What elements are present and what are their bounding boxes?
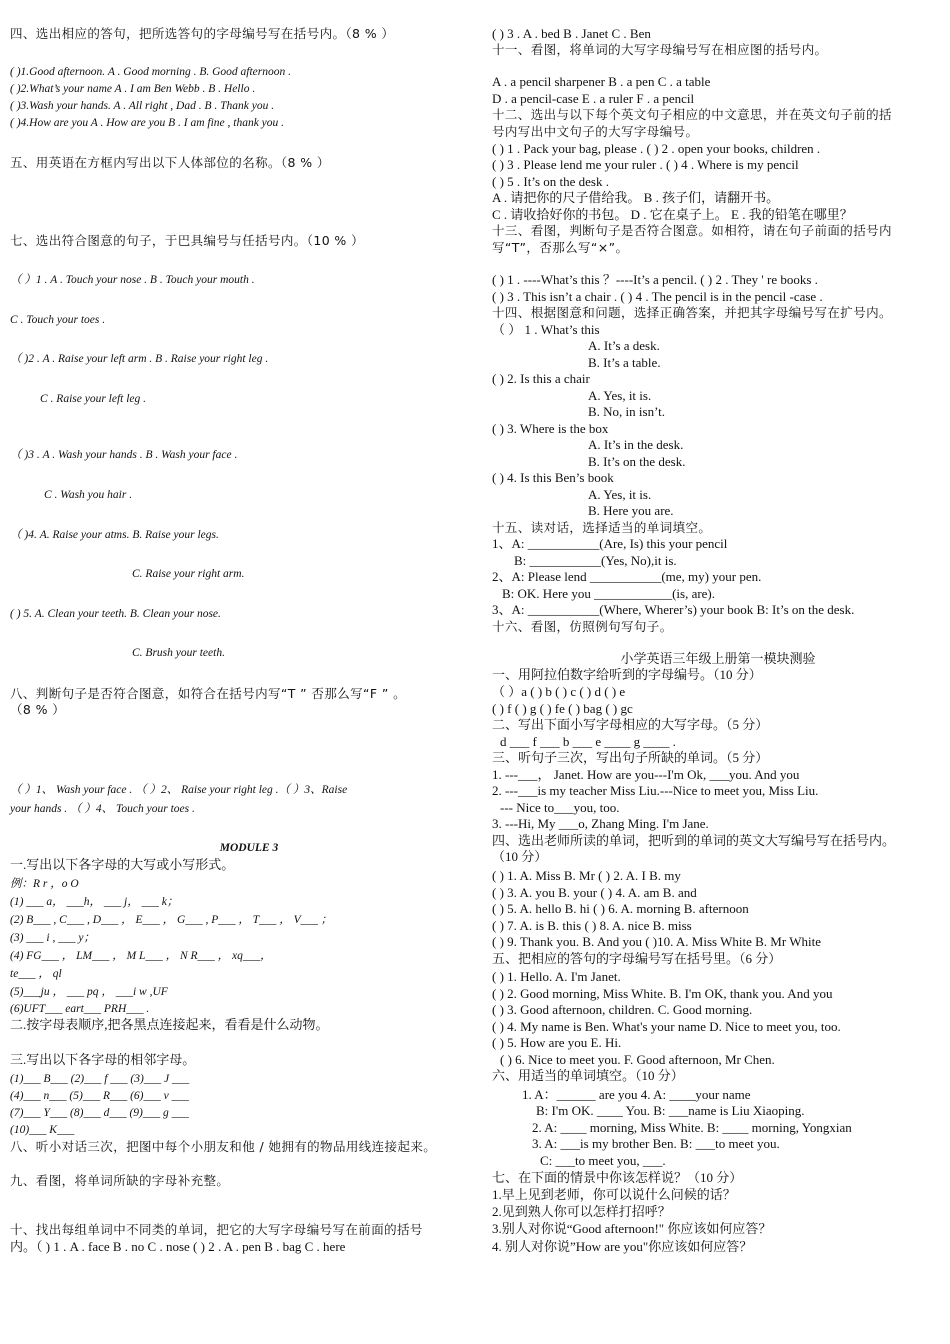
right-line: B. It’s a table. [588, 355, 661, 370]
right-line: B. No, in isn’t. [588, 404, 666, 419]
right-line: 1、A: ___________(Are, Is) this your pencil [492, 536, 728, 551]
right-line: ( ) 6. Nice to meet you. F. Good afternoon, Mr Chen. [500, 1052, 775, 1067]
right-line: --- Nice to___you, too. [500, 800, 620, 815]
left-line: ( )2.What’s your name A . I am Ben Webb . B . Hello . [10, 83, 256, 95]
right-line: d ___ f ___ b ___ e ____ g ____ . [500, 734, 676, 749]
right-line: ( ) f ( ) g ( ) fe ( ) bag ( ) gc [492, 701, 633, 716]
left-line: C . Raise your left leg . [40, 393, 147, 405]
right-line: ( ) 1 . ----What’s this ？----It’s a pencil. ( ) 2 . They ' re books . [492, 272, 818, 287]
right-line: 3. A: ___is my brother Ben. B: ___to meet you. [532, 1136, 780, 1151]
right-line: 三、听句子三次，写出句子所缺的单词。（5 分） [492, 750, 769, 765]
right-line: ( ) 3. Where is the box [492, 421, 609, 436]
left-line: 一.写出以下各字母的大写或小写形式。 [10, 857, 235, 872]
left-line: (2) B___ , C___ , D___ ， E___ ， G___ , P___ ， T___ ， V___ ； [10, 914, 333, 926]
left-line: C. Brush your teeth. [132, 647, 225, 659]
left-line: ( ) 5. A. Clean your teeth. B. Clean your nose. [10, 608, 221, 620]
right-line: 写“T”，否那么写“×”。 [492, 240, 629, 255]
left-line: (3) ___ i , ___ y； [10, 932, 95, 944]
left-line: (1)___ B___ (2)___ f ___ (3)___ J ___ [10, 1073, 190, 1085]
right-line: 四、选出老师所读的单词，把听到的单词的英文大写编号写在括号内。 [492, 833, 896, 848]
right-line: 3.别人对你说“Good afternoon!" 你应该如何应答？ [492, 1221, 772, 1236]
right-line: 2. ---___is my teacher Miss Liu.---Nice to meet you, Miss Liu. [492, 783, 819, 798]
left-line: 十、找出每组单词中不同类的单词，把它的大写字母编号写在前面的括号 [10, 1222, 423, 1237]
right-line: ( ) 9. Thank you. B. And you ( )10. A. Miss White B. Mr White [492, 934, 821, 949]
right-line: D . a pencil-case E . a ruler F . a pencil [492, 91, 695, 106]
right-line: 小学英语三年级上册第一模块测验 [620, 651, 816, 666]
left-line: 例：R r ，o O [10, 878, 79, 890]
left-line: (7)___ Y___ (8)___ d___ (9)___ g ___ [10, 1107, 189, 1119]
left-line: (6)UFT___ eart___ PRH___ . [10, 1003, 150, 1015]
right-line: ( ) 2. Good morning, Miss White. B. I'm OK, thank you. And you [492, 986, 833, 1001]
right-line: 号内写出中文句子的大写字母编号。 [492, 124, 699, 139]
right-line: B: ___________(Yes, No),it is. [514, 553, 677, 568]
left-line: ( )1.Good afternoon. A . Good morning . B. Good afternoon . [10, 66, 291, 78]
right-line: 十五、读对话，选择适当的单词填空。 [492, 520, 712, 535]
right-line: 4. 别人对你说”How are you"你应该如何应答？ [492, 1239, 753, 1254]
right-line: ( ) 3 . A . bed B . Janet C . Ben [492, 26, 651, 41]
right-line: 1. A：______ are you 4. A: ____your name [522, 1087, 751, 1102]
left-line: (4) FG___ ， LM___ ， M L___ ， N R___ ， xq___， [10, 950, 272, 962]
right-line: C . 请收拾好你的书包。 D . 它在桌子上。 E . 我的铅笔在哪里？ [492, 207, 853, 222]
left-line: （ )2 . A . Raise your left arm . B . Raise your right leg . [10, 353, 269, 365]
left-line: 三.写出以下各字母的相邻字母。 [10, 1052, 196, 1067]
right-line: B: OK. Here you ____________(is, are). [502, 586, 716, 601]
right-line: ( ) 3. A. you B. your ( ) 4. A. am B. and [492, 885, 697, 900]
right-line: 十二、选出与以下每个英文句子相应的中文意思，并在英文句子前的括 [492, 107, 892, 122]
left-line: 七、选出符合图意的句子，于巴具编号与任括号内。（10 % ） [10, 233, 364, 248]
right-line: 十六、看图，仿照例句写句子。 [492, 619, 673, 634]
left-line: (10)___ K___ [10, 1124, 75, 1136]
right-line: ( ) 4. My name is Ben. What's your name D. Nice to meet you, too. [492, 1019, 841, 1034]
right-line: ( ) 5. A. hello B. hi ( ) 6. A. morning B. afternoon [492, 901, 749, 916]
left-line: 九、看图，将单词所缺的字母补充整。 [10, 1173, 230, 1188]
right-line: A. Yes, it is. [588, 487, 652, 502]
left-line: ( )3.Wash your hands. A . All right , Dad . B . Thank you . [10, 100, 275, 112]
right-line: 六、用适当的单词填空。（10 分） [492, 1068, 684, 1083]
left-line: (1) ___ a， ___h， ___ j， ___ k； [10, 896, 179, 908]
left-line: 五、用英语在方框内写出以下人体部位的名称。（8 % ） [10, 155, 330, 170]
left-line: （ ）1、 Wash your face . （ ）2、 Raise your right leg .（ ）3、Raise [10, 784, 348, 796]
left-line: （ )4. A. Raise your atms. B. Raise your legs. [10, 529, 219, 541]
right-line: 二、写出下面小写字母相应的大写字母。（5 分） [492, 717, 769, 732]
right-line: 3. ---Hi, My ___o, Zhang Ming. I'm Jane. [492, 816, 709, 831]
right-line: ( ) 1. Hello. A. I'm Janet. [492, 969, 621, 984]
right-line: 十三、看图，判断句子是否符合图意。如相符，请在句子前面的括号内 [492, 223, 892, 238]
left-line: （8 % ） [10, 702, 66, 717]
right-line: ( ) 7. A. is B. this ( ) 8. A. nice B. miss [492, 918, 692, 933]
left-line: 八、听小对话三次，把图中每个小朋友和他 / 她拥有的物品用线连接起来。 [10, 1139, 437, 1154]
right-line: ( ) 1. A. Miss B. Mr ( ) 2. A. I B. my [492, 868, 681, 883]
right-line: ( ) 1 . Pack your bag, please . ( ) 2 . open your books, children . [492, 141, 821, 156]
left-line: C . Touch your toes . [10, 314, 106, 326]
left-line: te___ ， ql [10, 968, 62, 980]
right-line: 1.早上见到老师，你可以说什么问候的话？ [492, 1187, 736, 1202]
right-line: 十四、根据图意和问题，选择正确答案，并把其字母编号写在扩号内。 [492, 305, 892, 320]
right-line: B. Here you are. [588, 503, 674, 518]
left-line: C . Wash you hair . [44, 489, 133, 501]
right-line: ( ) 3 . Please lend me your ruler . ( ) 4 . Where is my pencil [492, 157, 799, 172]
right-line: 1. ---___， Janet. How are you---I'm Ok, ___you. And you [492, 767, 800, 782]
right-line: ( ) 3 . This isn’t a chair . ( ) 4 . The pencil is in the pencil -case . [492, 289, 823, 304]
right-line: A . a pencil sharpener B . a pen C . a table [492, 74, 711, 89]
left-line: (4)___ n___ (5)___ R___ (6)___ v ___ [10, 1090, 189, 1102]
right-line: 3、A: ___________(Where, Wherer’s) your book B: It’s on the desk. [492, 602, 855, 617]
right-line: （ ） 1 . What’s this [492, 322, 600, 337]
right-line: 2.见到熟人你可以怎样打招呼？ [492, 1204, 671, 1219]
right-line: ( ) 4. Is this Ben’s book [492, 470, 614, 485]
right-line: A. Yes, it is. [588, 388, 652, 403]
right-line: （10 分） [492, 849, 548, 864]
right-line: B. It’s on the desk. [588, 454, 686, 469]
right-line: A . 请把你的尺子借给我。 B . 孩子们，请翻开书。 [492, 190, 780, 205]
right-line: ( ) 5 . It’s on the desk . [492, 174, 609, 189]
right-line: ( ) 2. Is this a chair [492, 371, 590, 386]
left-line: C. Raise your right arm. [132, 568, 245, 580]
right-line: 2、A: Please lend ___________(me, my) your pen. [492, 569, 762, 584]
left-line: 八、判断句子是否符合图意，如符合在括号内写“T ” 否那么写“F ” 。 [10, 686, 407, 701]
right-line: C: ___to meet you, ___. [540, 1153, 666, 1168]
left-line: (5)___ju ， ___ pq ， ___i w ,UF [10, 986, 168, 998]
right-line: ( ) 3. Good afternoon, children. C. Good morning. [492, 1002, 753, 1017]
right-line: ( ) 5. How are you E. Hi. [492, 1035, 622, 1050]
left-line: 内。（ ) 1 . A . face B . no C . nose ( ) 2 . A . pen B . bag C . here [10, 1239, 346, 1254]
left-line: MODULE 3 [219, 842, 279, 854]
right-line: B: I'm OK. ____ You. B: ___name is Liu Xiaoping. [536, 1103, 805, 1118]
left-line: 二.按字母表顺序,把各黑点连接起来，看看是什么动物。 [10, 1017, 329, 1032]
right-line: A. It’s in the desk. [588, 437, 684, 452]
right-line: 2. A: ____ morning, Miss White. B: ____ morning, Yongxian [532, 1120, 852, 1135]
left-line: 四、选出相应的答句，把所选答句的字母编号写在括号内。（8 % ） [10, 26, 395, 41]
right-line: 五、把相应的答句的字母编号写在括号里。（6 分） [492, 951, 782, 966]
right-line: （ ）a ( ) b ( ) c ( ) d ( ) e [492, 684, 626, 699]
left-line: （ ）1 . A . Touch your nose . B . Touch your mouth . [10, 274, 255, 286]
right-line: 十一、看图，将单词的大写字母编号写在相应图的括号内。 [492, 42, 828, 57]
left-line: ( )4.How are you A . How are you B . I am fine , thank you . [10, 117, 285, 129]
left-line: your hands . （ ）4、 Touch your toes . [10, 803, 195, 815]
right-line: 七、在下面的情景中你该怎样说？（10 分） [492, 1170, 743, 1185]
right-line: A. It’s a desk. [588, 338, 660, 353]
left-line: （ )3 . A . Wash your hands . B . Wash your face . [10, 449, 238, 461]
right-line: 一、用阿拉伯数字给听到的字母编号。（10 分） [492, 667, 762, 682]
